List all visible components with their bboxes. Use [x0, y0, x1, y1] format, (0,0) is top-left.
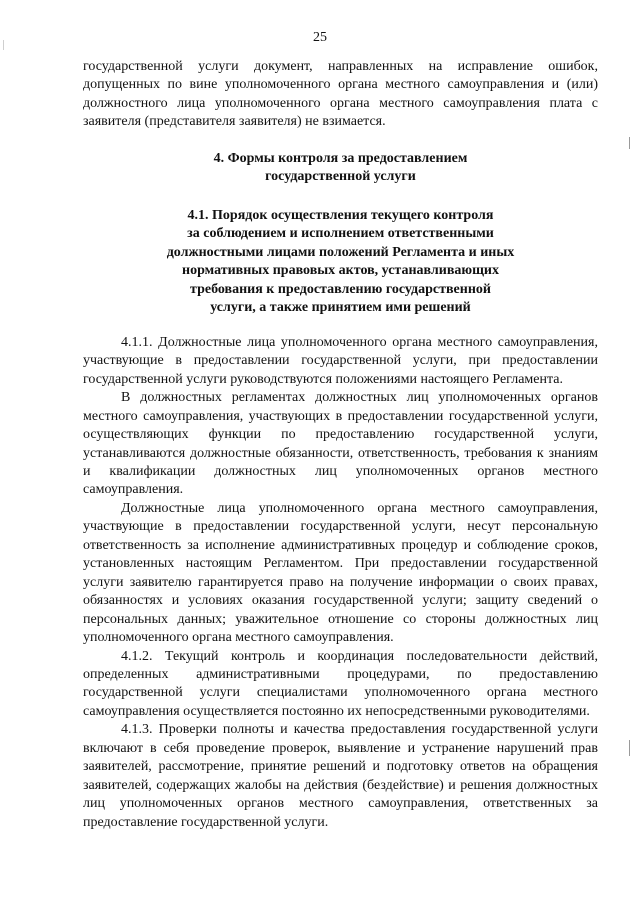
paragraph-4-1-1: 4.1.1. Должностные лица уполномоченного органа местного самоуправления, участвующие в предоставлении государственной услуги, при предоставлении государственной услуги руководствуются положениями настоящего Регламента. [83, 334, 598, 387]
paragraph-4-1-3: 4.1.3. Проверки полноты и качества предоставления государственной услуги включают в себя проведение проверок, выявление и устранение нарушений прав заявителей, рассмотрение, принятие решений и подготовку ответов на обращения заявителей, содержащих жалобы на действия (бездействие) и решения должностных лиц уполномоченных органов местного самоуправления, ответственных за предоставление государственной услуги. [83, 722, 598, 830]
paragraph-4-1-2: 4.1.2. Текущий контроль и координация последовательности действий, определенных административными процедурами, по предоставлению государственной услуги специалистами уполномоченного органа местного самоуправления осуществляется постоянно их непосредственными руководителями. [83, 648, 598, 719]
section-4-title-line-2: государственной услуги [265, 169, 416, 185]
intro-paragraph: государственной услуги документ, направленных на исправление ошибок, допущенных по вине уполномоченного органа местного самоуправления и (или) должностного лица уполномоченного органа местного самоуправления плата с заявителя (представителя заявителя) не взимается. [83, 59, 598, 130]
scan-artifact-right-top [629, 137, 630, 149]
section-4-1-title-line: должностными лицами положений Регламента и иных [166, 244, 515, 260]
section-4-1-title-line: нормативных правовых актов, устанавливающих [182, 263, 499, 279]
section-4-1-title-line: требования к предоставлению государственной [190, 281, 491, 297]
section-4-1-title-line: услуги, а также принятием ими решений [210, 300, 471, 316]
page-number: 25 [313, 30, 327, 45]
section-4-1-title-line: за соблюдением и исполнением ответственными [187, 226, 494, 242]
document-body [83, 58, 598, 832]
paragraph-personal-responsibility: Должностные лица уполномоченного органа местного самоуправления, участвующие в предоставлении государственной услуги, несут персональную ответственность за исполнение административных процедур и соблюдение сроков, установленных настоящим Регламентом. При предоставлении государственной услуги заявителю гарантируется право на получение информации о своих правах, обязанностях и условиях оказания государственной услуги; защиту сведений о персональных данных; уважительное отношение со стороны должностных лиц уполномоченного органа местного самоуправления. [83, 500, 598, 646]
section-4-1-title-line: 4.1. Порядок осуществления текущего контроля [187, 207, 494, 223]
scan-artifact-right-bottom [629, 740, 630, 756]
section-4-1-title [83, 207, 598, 318]
section-4-title-line-1: 4. Формы контроля за предоставлением [213, 150, 468, 166]
paragraph-job-regulations: В должностных регламентах должностных лиц уполномоченных органов местного самоуправления, участвующих в предоставлении государственной услуги, осуществляющих функции по предоставлению государственной услуги, устанавливаются должностные обязанности, ответственность, требования к знаниям и квалификации должностных лиц уполномоченных органов местного самоуправления. [83, 390, 598, 498]
